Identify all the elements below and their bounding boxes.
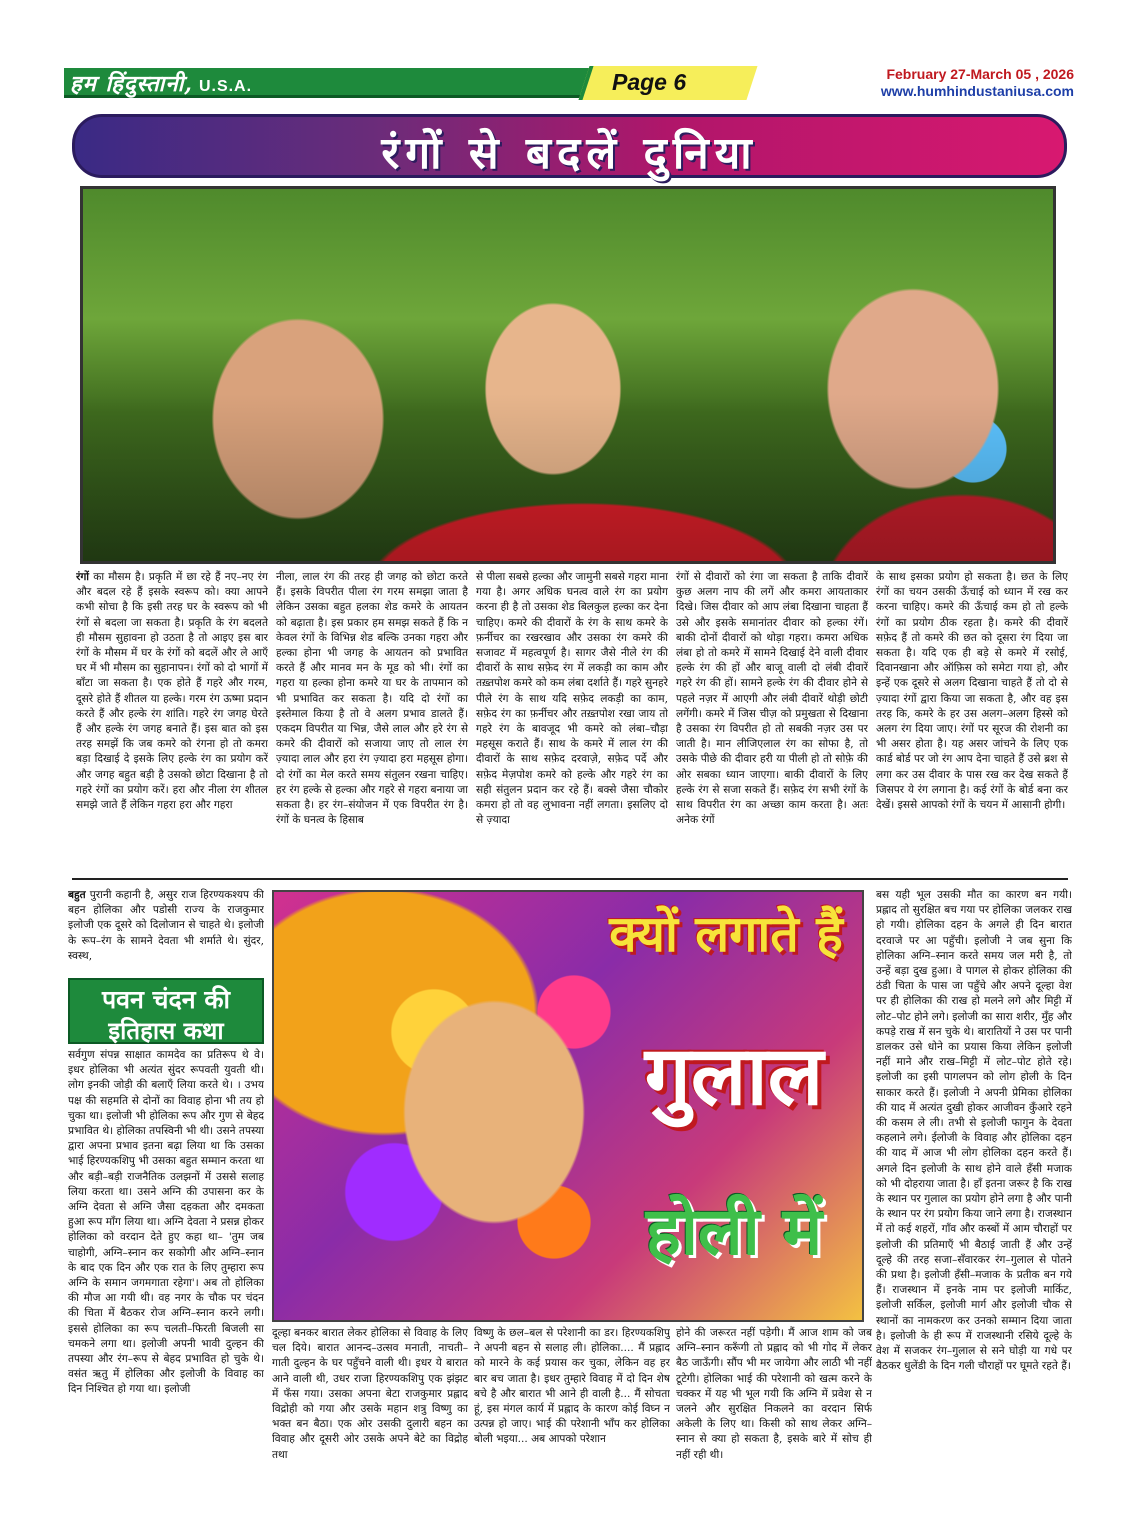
masthead (70, 68, 252, 98)
story-intro (68, 888, 264, 974)
section-divider (72, 878, 1068, 880)
photo-caption-gulal: गुलाल (644, 1029, 824, 1124)
story-column-4: होने की जरूरत नहीं पड़ेगी। मैं आज शाम को जब अग्नि–स्नान करूँगी तो प्रह्लाद को भी गोद में लेकर बैठ जाऊँगी। सौंप भी मर जायेगा और लाठी भी नहीं टूटेगी। होलिका भाई की परेशानी को खत्म करने के चक्कर में यह भी भूल गयी कि अग्नि में प्रवेश से न जलने और सुरक्षित निकलने का वरदान सिर्फ अकेली के लिए था। किसी को साथ लेकर अग्नि–स्नान से क्या हो सकता है, इसके बारे में सोच ही नहीं रही थी। (676, 1327, 872, 1461)
intro-text: पुरानी कहानी है, असुर राज हिरण्यकश्यप की बहन होलिका और पडोसी राज्य के राजकुमार इलोजी एक दूसरे को दिलोजान से चाहते थे। इलोजी के रूप–रंग के सामने देवता भी शर्माते थे। सुंदर, स्वस्थ, (68, 889, 264, 962)
photo-caption-question: क्यों लगाते हैं (609, 905, 843, 963)
headline: रंगों से बदलें दुनिया (381, 128, 758, 179)
column-heading-box (68, 978, 264, 1044)
story-left-column: सर्वगुण संपन्न साक्षात कामदेव का प्रतिरूप थे वे। इधर होलिका भी अत्यंत सुंदर रूपवती युवती थी। लोग इनकी जोड़ी की बलाएँ लिया करते थे। । उभय पक्ष की सहमति से दोनों का विवाह होना भी तय हो चुका था। इलोजी भी होलिका रूप और गुण से बेहद प्रभावित थे। होलिका तपस्विनी भी थी। उसने तपस्या द्वारा अपना प्रभाव इतना बढ़ा लिया था कि उसका भाई हिरण्यकशिपु भी उसका बहुत सम्मान करता था और बड़ी–बड़ी राजनैतिक उलझनों में उससे सलाह लिया करता था। उसने अग्नि की उपासना कर के अग्नि देवता से अग्नि जैसा दहकता और दमकता हुआ रूप माँग लिया था। अग्नि देवता ने प्रसन्न होकर होलिका को वरदान देते हुए कहा था– 'तुम जब चाहोगी, अग्नि–स्नान कर सकोगी और अग्नि–स्नान के बाद एक दिन और एक रात के लिए तुम्हारा रूप अग्नि के समान जगमगाता रहेगा'। अब तो होलिका की मौज आ गयी थी। वह नगर के चौक पर चंदन की चिता में बैठकर रोज अग्नि–स्नान करने लगी। इससे होलिका का रूप चलती–फिरती बिजली सा चमकने लगा था। इलोजी अपनी भावी दुल्हन की तपस्या और रंग–रूप से बेहद प्रभावित हो चुके थे। वसंत ऋतु में होलिका और इलोजी के विवाह का दिन निश्चित हो गया था। इलोजी (68, 1049, 264, 1396)
website-link[interactable]: www.humhindustaniusa.com (880, 83, 1074, 99)
holi-celebration-photo (80, 186, 1056, 564)
column-title: इतिहास कथा (108, 1017, 224, 1045)
page-number: Page 6 (612, 69, 687, 95)
article-column-2: नीला, लाल रंग की तरह ही जगह को छोटा करते हैं। इसके विपरीत पीला रंग गरम समझा जाता है लेकिन उसका बहुत हलका शेड कमरे के आयतन को बढ़ाता है। इस प्रकार हम समझ सकते हैं कि न केवल रंगों के विभिन्न शेड बल्कि उनका गहरा और हल्का होना भी जगह के आयतन को प्रभावित करते हैं और मानव मन के मूड को भी। रंगों का गहरा या हल्का होना कमरे या घर के तापमान को भी प्रभावित कर सकता है। यदि दो रंगों का इस्तेमाल किया है तो वे अलग प्रभाव डालते हैं। एकदम विपरीत या भिन्न, जैसे लाल और हरे रंग से कमरे की दीवारों को सजाया जाए तो लाल रंग ज़्यादा लाल और हरा रंग ज़्यादा हरा महसूस होगा। दो रंगों का मेल करते समय संतुलन रखना चाहिए। हर रंग हल्के से हल्का और गहरे से गहरा बनाया जा सकता है। हर रंग–संयोजन में एक विपरीत रंग है। रंगों के घनत्व के हिसाब (276, 571, 468, 827)
article-column-5: के साथ इसका प्रयोग हो सकता है। छत के लिए रंगों का चयन उसकी ऊँचाई को ध्यान में रख कर करना चाहिए। कमरे की ऊँचाई कम हो तो हल्के रंगों का प्रयोग ठीक रहता है। कमरे की दीवारें सफ़ेद हैं तो कमरे की छत को दूसरा रंग दिया जा सकता है। यदि एक ही बड़े से कमरे में रसोई, दिवानखाना और ऑफ़िस को समेटा गया हो, और इन्हें एक दूसरे से अलग दिखाना चाहते हैं तो दो से ज़्यादा रंगों द्वारा किया जा सकता है, और वह इस तरह कि, कमरे के हर उस अलग–अलग हिस्से को अलग रंग दिया जाए। रंगों पर सूरज की रोशनी का भी असर होता है। यह असर जांचने के लिए एक कार्ड बोर्ड पर जो रंग आप देना चाहते हैं उसे ब्रश से लगा कर उस दीवार के पास रख कर देख सकते हैं जिसपर ये रंग लगाना है। कई रंगों के बोर्ड बना कर देखें। इससे आपको रंगों के चयन में आसानी होगी। (876, 571, 1068, 812)
article-column-1 (76, 570, 268, 876)
story-column-2: दूल्हा बनकर बारात लेकर होलिका से विवाह के लिए चल दिये। बारात आनन्द–उत्सव मनाती, नाचती–गाती दुल्हन के घर पहुँचने वाली थी। इधर ये बारात आने वाली थी, उधर राजा हिरण्यकशिपु एक झंझट में फँस गया। उसका अपना बेटा राजकुमार प्रह्लाद विद्रोही को गया और उसके महान शत्रु विष्णु का भक्त बन बैठा। एक ओर उसकी दुलारी बहन का विवाह और दूसरी ओर उसके अपने बेटे का विद्रोह तथा (272, 1327, 468, 1461)
photo-caption-holi: होली में (645, 1193, 823, 1270)
gulal-girl-photo (272, 890, 864, 1322)
drop-lead: रंगों (76, 571, 90, 583)
column-author: पवन चंदन की (101, 985, 231, 1014)
article-column-3: से पीला सबसे हल्का और जामुनी सबसे गहरा माना गया है। अगर अधिक घनत्व वाले रंग का प्रयोग करना ही है तो उसका शेड बिलकुल हल्का कर देना चाहिए। कमरे की दीवारों के रंग के साथ कमरे के फ़र्नीचर का रखरखाव और उसका रंग कमरे की सजावट में महत्वपूर्ण है। सागर जैसे नीले रंग की दीवारों के साथ सफ़ेद रंग में लकड़ी का काम और तख़्तपोश कमरे को कम लंबा दर्शाते हैं। गहरे सुनहरे पीले रंग के साथ यदि सफ़ेद लकड़ी का काम, सफ़ेद रंग का फ़र्नीचर और तख़्तपोश रखा जाय तो गहरे रंग के बावजूद भी कमरे को लंबा–चौड़ा महसूस कराते हैं। साथ के कमरे में लाल रंग की दीवारों के साथ सफ़ेद दरवाज़े, सफ़ेद पर्दे और सफ़ेद मेज़पोश कमरे को हल्के और गहरे रंग का सही संतुलन प्रदान कर रहे हैं। बक्से जैसा चौकोर कमरा हो तो वह लुभावना नहीं लगता। इसलिए दो से ज़्यादा (476, 571, 668, 827)
masthead-title: हम हिंदुस्तानी, (70, 71, 193, 97)
page-header (64, 66, 1074, 100)
story-column-3: विष्णु के छल–बल से परेशानी का डर। हिरण्यकशिपु ने अपनी बहन से सलाह ली। होलिका.... मैं प्रह्लाद को मारने के कई प्रयास कर चुका, लेकिन वह हर बार बच जाता है। इधर तुम्हारे विवाह में दो दिन शेष बचे है और बारात भी आने ही वाली है... मैं सोचता हूं, इस मंगल कार्य में प्रह्लाद के कारण कोई विघ्न न उत्पन्न हो जाए। भाई की परेशानी भाँप कर होलिका बोली भइया... अब आपको परेशान (474, 1327, 670, 1446)
issue-info (881, 66, 1074, 100)
story-right-column: बस यही भूल उसकी मौत का कारण बन गयी। प्रह्लाद तो सुरक्षित बच गया पर होलिका जलकर राख हो गयी। होलिका दहन के अगले ही दिन बारात दरवाजे पर आ पहुँची। इलोजी ने जब सुना कि होलिका अग्नि–स्नान करते समय जल मरी है, तो उन्हें बड़ा दुख हुआ। वे पागल से होकर होलिका की ठंडी चिता के पास जा पहुँचे और अपने दूल्हा वेश पर ही होलिका की राख हो मलने लगे और मिट्टी में लोट–पोट होने लगे। इलोजी का सारा शरीर, मुँह और कपड़े राख में सन चुके थे। बारातियों ने उस पर पानी डालकर उसे धोने का प्रयास किया लेकिन इलोजी नहीं माने और राख–मिट्टी में लोट–पोट होते रहे। इलोजी का इसी पागलपन को लोग होली के दिन साकार करते हैं। इलोजी ने अपनी प्रेमिका होलिका की याद में अत्यंत दुखी होकर आजीवन कुँआरे रहने की कसम ले ली। तभी से इलोजी फागुन के देवता कहलाने लगे। ईलोजी के विवाह और होलिका दहन की याद में आज भी लोग होलिका दहन करते हैं। अगले दिन इलोजी के साथ होने वाले हँसी मजाक को भी दोहराया जाता है। हाँ इतना जरूर है कि राख के स्थान पर गुलाल का प्रयोग होने लगा है और पानी के स्थान पर रंग प्रयोग किया जाने लगा है। राजस्थान में तो कई शहरों, गाँव और कस्बों में आम चौराहों पर इलोजी की प्रतिमाएँ भी बैठाई जाती हैं और उन्हें दूल्हे की तरह सजा–सँवारकर रंग–गुलाल से पोतने की प्रथा है। इलोजी हँसी–मजाक के प्रतीक बन गये हैं। राजस्थान में इनके नाम पर इलोजी मार्किट, इलोजी सर्किल, इलोजी मार्ग और इलोजी चौक से स्थानों का नामकरण कर उनको सम्मान दिया जाता है। इलोजी के ही रूप में राजस्थानी रसिये दूल्हे के वेश में सजकर रंग–गुलाल से सने घोड़ी या गधे पर बैठकर धुलेंडी के दिन गली चौराहों पर घूमते रहते हैं। (876, 889, 1072, 1373)
headline-banner (72, 114, 1067, 178)
article-column-4: रंगों से दीवारों को रंगा जा सकता है ताकि दीवारें कुछ अलग नाप की लगें और कमरा आयताकार दिखे। जिस दीवार को आप लंबा दिखाना चाहता हैं उसे और इसके समानांतर दीवार को हल्का रंगें। बाकी दोनों दीवारों को थोड़ा गहरा। कमरा अधिक लंबा हो तो कमरे में सामने दिखाई देने वाली दीवार हल्के रंग की हों और बाजू वाली दो लंबी दीवारें गहरे रंग की हों। सामने हल्के रंग की दीवार होने से पहले नज़र में आएगी और लंबी दीवारें थोड़ी छोटी लगेंगी। कमरे में जिस चीज़ को प्रमुखता से दिखाना है उसका रंग विपरीत हो तो सबकी नज़र उस पर जाती है। मान लीजिएलाल रंग का सोफा है, तो उसके पीछे की दीवार हरी या पीली हो तो सोफ़े की ओर सबका ध्यान जाएगा। बाकी दीवारों के लिए हल्के रंग से सजा सकते हैं। सफ़ेद रंग सभी रंगों के साथ विपरीत रंग का अच्छा काम करता है। अतः अनेक रंगों (676, 571, 868, 827)
drop-lead: बहुत (68, 889, 86, 901)
column-text: का मौसम है। प्रकृति में छा रहे हैं नए–नए रंग और बदल रहे हैं इसके स्वरूप को। क्या आपने कभी सोचा है कि इसी तरह घर के स्वरूप को भी रंगों से बदला जा सकता है। प्रकृति के रंग बदलते ही मौसम सुहावना हो उठता है तो आइए इस बार रंगों के मौसम में घर के रंगों को बदलें और ले आएँ घर में भी मौसम का सुहानापन। रंगों को दो भागों में बाँटा जा सकता है। एक होते हैं गहरे और गरम, दूसरे होते हैं शीतल या हल्के। गरम रंग ऊष्मा प्रदान करते हैं और हल्के रंग शांति। गहरे रंग जगह घेरते हैं और हल्के रंग जगह बनाते हैं। इस बात को इस तरह समझें कि जब कमरे को रंगना हो तो कमरा बड़ा दिखाई दे इसके लिए हल्के रंग का प्रयोग करें और जगह बहुत बड़ी है उसको छोटा दिखाना है तो गहरे रंगों का प्रयोग करें। हरा और नीला रंग शीतल समझे जाते हैं लेकिन गहरा हरा और गहरा (76, 571, 268, 812)
masthead-region: U.S.A. (198, 78, 253, 95)
issue-date: February 27-March 05 , 2026 (886, 66, 1074, 82)
photo-shade (83, 189, 1053, 561)
